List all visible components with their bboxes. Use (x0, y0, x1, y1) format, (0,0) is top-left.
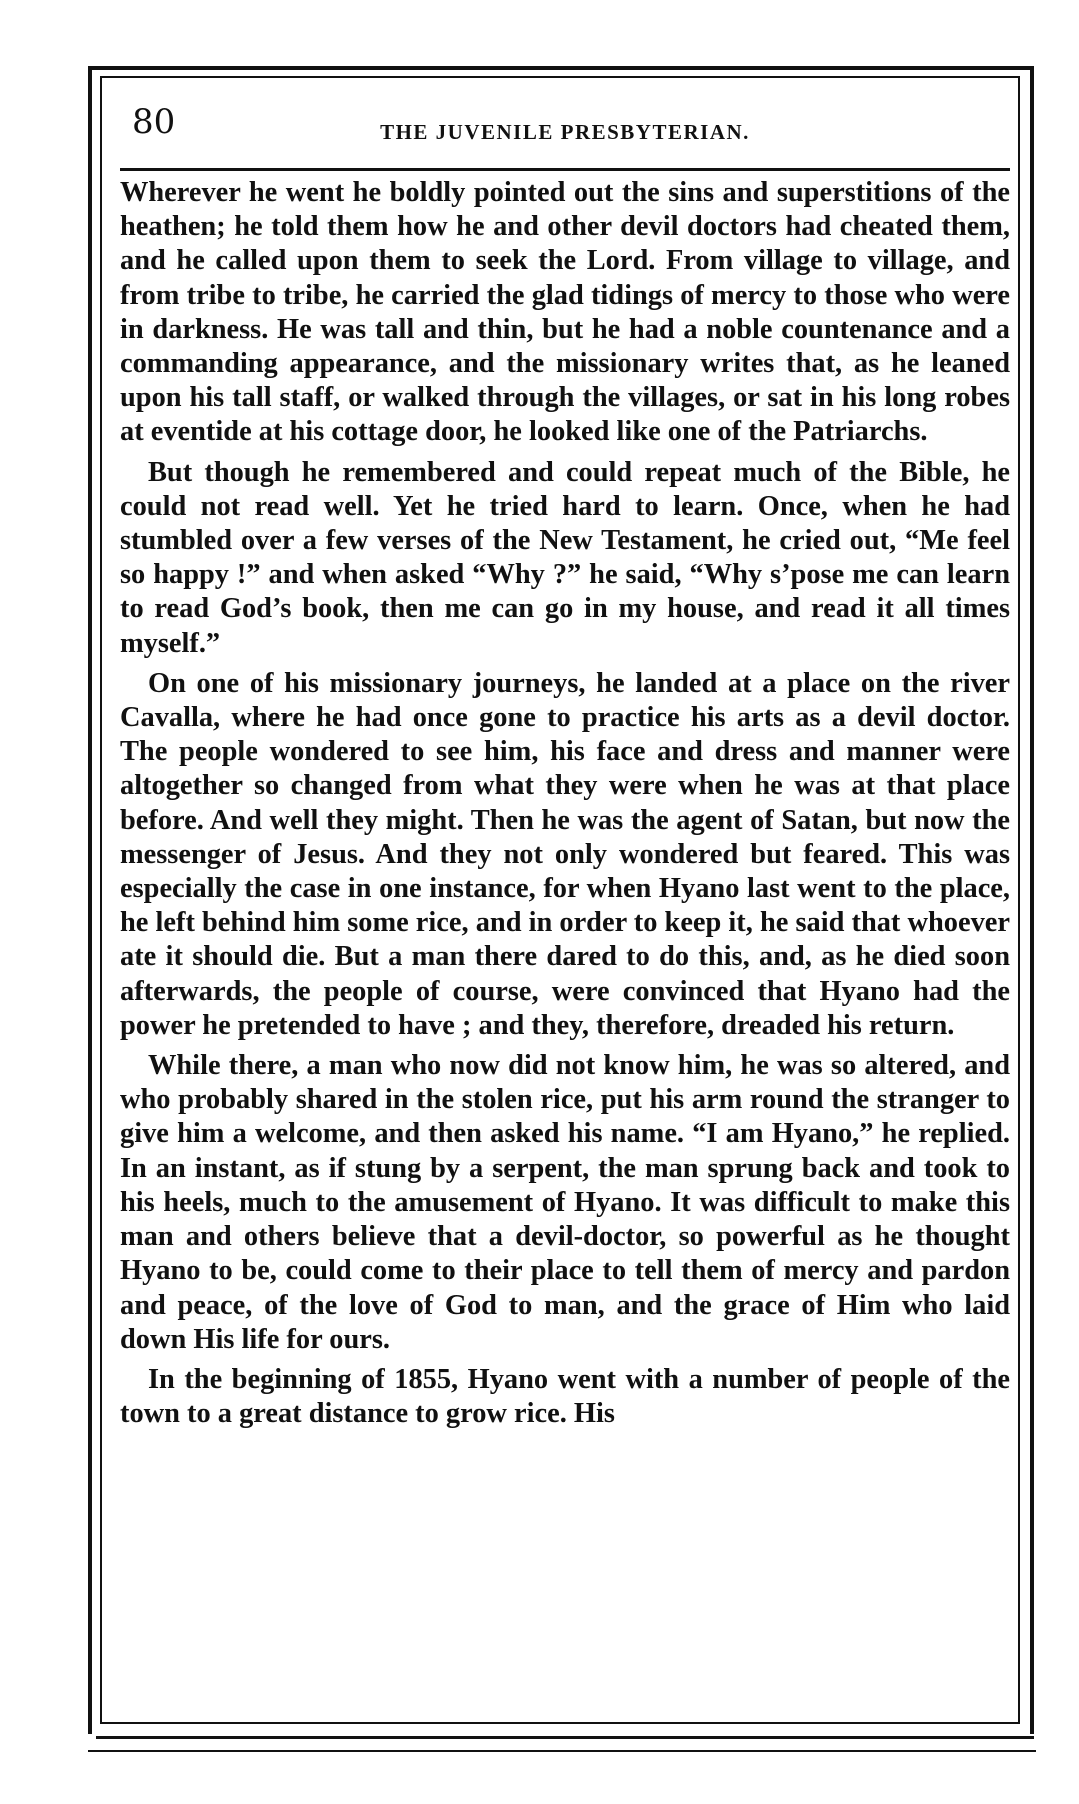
paragraph: Wherever he went he boldly pointed out the sins and superstitions of the heathen; he told them how he and other devil doctors had cheated them, and he called upon them to seek the Lord. From village to village, and from tribe to tribe, he carried the glad tidings of mercy to those who were in darkness. He was tall and thin, but he had a noble countenance and a commanding appearance, and the missionary writes that, as he leaned upon his tall staff, or walked through the villages, or sat in his long robes at eventide at his cottage door, he looked like one of the Patriarchs. (120, 177, 1010, 448)
paragraph: In the beginning of 1855, Hyano went with a number of people of the town to a great distance to grow rice. His (120, 1363, 1010, 1430)
article-body (120, 176, 1010, 1437)
running-title: THE JUVENILE PRESBYTERIAN. (380, 120, 750, 144)
header-rule (120, 168, 1010, 171)
paragraph: While there, a man who now did not know him, he was so altered, and who probably shared in the stolen rice, put his arm round the stranger to give him a welcome, and then asked his name. “I am Hyano,” he replied. In an instant, as if stung by a serpent, the man sprung back and took to his heels, much to the amusement of Hyano. It was difficult to make this man and others believe that a devil-doctor, so powerful as he thought Hyano to be, could come to their place to tell them of mercy and pardon and peace, of the love of God to man, and the grace of Him who laid down His life for ours. (120, 1050, 1010, 1355)
page-header (120, 92, 1010, 152)
paragraph: On one of his missionary journeys, he landed at a place on the river Cavalla, where he had once gone to practice his arts as a devil doctor. The people wondered to see him, his face and dress and manner were altogether so changed from what they were when he was at that place before. And well they might. Then he was the agent of Satan, but now the messenger of Jesus. And they not only wondered but feared. This was especially the case in one instance, for when Hyano last went to the place, he left behind him some rice, and in order to keep it, he said that whoever ate it should die. But a man there dared to do this, and, as he died soon afterwards, the people of course, were convinced that Hyano had the power he pretended to have ; and they, therefore, dreaded his return. (120, 667, 1010, 1041)
paragraph: But though he remembered and could repeat much of the Bible, he could not read well. Yet he tried hard to learn. Once, when he had stumbled over a few verses of the New Testament, he cried out, “Me feel so happy !” and when asked “Why ?” he said, “Why s’pose me can learn to read God’s book, then me can go in my house, and read it all times myself.” (120, 456, 1010, 659)
bottom-rule-lower (88, 1750, 1036, 1752)
bottom-rule (96, 1736, 1034, 1739)
page-number: 80 (132, 102, 176, 142)
